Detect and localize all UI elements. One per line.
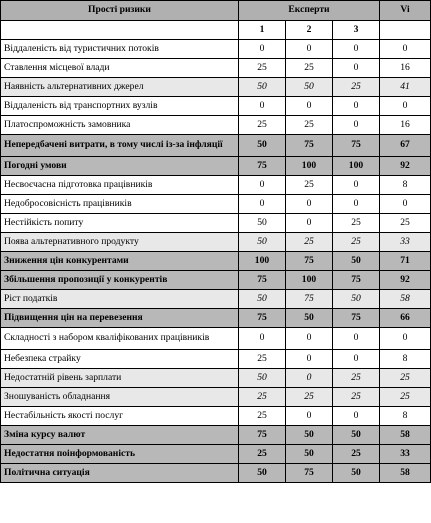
expert-1-score: 50 — [239, 214, 286, 233]
expert-3-score: 0 — [333, 328, 380, 350]
expert-2-score: 0 — [286, 328, 333, 350]
expert-3-score: 0 — [333, 407, 380, 426]
expert-2-score: 100 — [286, 271, 333, 290]
expert-1-score: 25 — [239, 445, 286, 464]
table-row — [1, 157, 431, 176]
blank-cell — [380, 21, 431, 40]
expert-number-2: 2 — [286, 21, 333, 40]
vi-score: 58 — [380, 290, 431, 309]
vi-score: 8 — [380, 176, 431, 195]
expert-1-score: 0 — [239, 328, 286, 350]
table-row — [1, 176, 431, 195]
expert-2-score: 50 — [286, 309, 333, 328]
blank-cell — [1, 21, 239, 40]
expert-1-score: 100 — [239, 252, 286, 271]
vi-score: 25 — [380, 214, 431, 233]
risk-label: Непередбачені витрати, в тому числі із-за інфляції — [1, 135, 239, 157]
table-row — [1, 59, 431, 78]
expert-3-score: 25 — [333, 369, 380, 388]
expert-1-score: 25 — [239, 59, 286, 78]
vi-score: 67 — [380, 135, 431, 157]
header-risk-column: Прості ризики — [1, 1, 239, 21]
expert-3-score: 50 — [333, 426, 380, 445]
expert-1-score: 25 — [239, 116, 286, 135]
table-row — [1, 271, 431, 290]
risk-label: Недобросовісність працівників — [1, 195, 239, 214]
vi-score: 0 — [380, 40, 431, 59]
expert-1-score: 75 — [239, 157, 286, 176]
vi-score: 16 — [380, 116, 431, 135]
expert-3-score: 50 — [333, 252, 380, 271]
risk-label: Недостатня поінформованість — [1, 445, 239, 464]
expert-2-score: 50 — [286, 426, 333, 445]
vi-score: 41 — [380, 78, 431, 97]
risk-label: Віддаленість від транспортних вузлів — [1, 97, 239, 116]
expert-2-score: 0 — [286, 40, 333, 59]
expert-1-score: 50 — [239, 464, 286, 483]
table-row — [1, 464, 431, 483]
expert-3-score: 25 — [333, 78, 380, 97]
risk-label: Несвоєчасна підготовка працівників — [1, 176, 239, 195]
table-row — [1, 290, 431, 309]
table-row — [1, 116, 431, 135]
expert-2-score: 25 — [286, 233, 333, 252]
expert-2-score: 75 — [286, 135, 333, 157]
expert-1-score: 0 — [239, 97, 286, 116]
vi-score: 92 — [380, 157, 431, 176]
vi-score: 0 — [380, 328, 431, 350]
table-row — [1, 214, 431, 233]
risk-label: Збільшення пропозиції у конкурентів — [1, 271, 239, 290]
expert-3-score: 25 — [333, 388, 380, 407]
table-row — [1, 252, 431, 271]
table-row — [1, 407, 431, 426]
expert-2-score: 25 — [286, 388, 333, 407]
risk-label: Нестійкість попиту — [1, 214, 239, 233]
vi-score: 16 — [380, 59, 431, 78]
risk-label: Погодні умови — [1, 157, 239, 176]
risk-label: Зношуваність обладнання — [1, 388, 239, 407]
vi-score: 8 — [380, 407, 431, 426]
table-row — [1, 40, 431, 59]
table-row — [1, 445, 431, 464]
risk-label: Недостатній рівень зарплати — [1, 369, 239, 388]
risk-label: Зниження цін конкурентами — [1, 252, 239, 271]
expert-3-score: 75 — [333, 135, 380, 157]
expert-2-score: 25 — [286, 176, 333, 195]
risk-label: Політична ситуація — [1, 464, 239, 483]
expert-1-score: 50 — [239, 135, 286, 157]
vi-score: 71 — [380, 252, 431, 271]
expert-number-3: 3 — [333, 21, 380, 40]
expert-1-score: 50 — [239, 290, 286, 309]
expert-2-score: 50 — [286, 78, 333, 97]
table-row — [1, 388, 431, 407]
vi-score: 33 — [380, 233, 431, 252]
expert-2-score: 0 — [286, 369, 333, 388]
risk-label: Ставлення місцевої влади — [1, 59, 239, 78]
risk-label: Складності з набором кваліфікованих працівників — [1, 328, 239, 350]
expert-2-score: 0 — [286, 214, 333, 233]
vi-score: 25 — [380, 369, 431, 388]
expert-2-score: 75 — [286, 464, 333, 483]
header-vi: Vi — [380, 1, 431, 21]
vi-score: 58 — [380, 426, 431, 445]
expert-3-score: 0 — [333, 59, 380, 78]
table-row — [1, 233, 431, 252]
risk-label: Віддаленість від туристичних потоків — [1, 40, 239, 59]
expert-2-score: 25 — [286, 59, 333, 78]
expert-2-score: 0 — [286, 350, 333, 369]
table-row — [1, 195, 431, 214]
expert-3-score: 0 — [333, 97, 380, 116]
expert-3-score: 0 — [333, 116, 380, 135]
header-experts: Експерти — [239, 1, 380, 21]
vi-score: 33 — [380, 445, 431, 464]
risk-label: Наявність альтернативних джерел — [1, 78, 239, 97]
risk-label: Зміна курсу валют — [1, 426, 239, 445]
expert-1-score: 0 — [239, 195, 286, 214]
expert-2-score: 0 — [286, 407, 333, 426]
expert-number-1: 1 — [239, 21, 286, 40]
vi-score: 66 — [380, 309, 431, 328]
expert-1-score: 50 — [239, 369, 286, 388]
vi-score: 0 — [380, 97, 431, 116]
vi-score: 58 — [380, 464, 431, 483]
vi-score: 25 — [380, 388, 431, 407]
expert-1-score: 25 — [239, 388, 286, 407]
expert-3-score: 25 — [333, 214, 380, 233]
table-row — [1, 328, 431, 350]
risk-label: Небезпека страйку — [1, 350, 239, 369]
risk-label: Платоспроможність замовника — [1, 116, 239, 135]
expert-1-score: 75 — [239, 426, 286, 445]
table-row — [1, 426, 431, 445]
vi-score: 92 — [380, 271, 431, 290]
vi-score: 8 — [380, 350, 431, 369]
risk-label: Ріст податків — [1, 290, 239, 309]
table-row — [1, 350, 431, 369]
expert-3-score: 75 — [333, 309, 380, 328]
table-header-row — [1, 1, 431, 21]
expert-3-score: 25 — [333, 445, 380, 464]
expert-1-score: 25 — [239, 350, 286, 369]
table-body — [1, 40, 431, 483]
expert-1-score: 75 — [239, 271, 286, 290]
expert-1-score: 0 — [239, 176, 286, 195]
expert-1-score: 50 — [239, 78, 286, 97]
expert-3-score: 0 — [333, 195, 380, 214]
expert-2-score: 0 — [286, 97, 333, 116]
expert-3-score: 0 — [333, 176, 380, 195]
expert-3-score: 100 — [333, 157, 380, 176]
table-row — [1, 97, 431, 116]
table-row — [1, 78, 431, 97]
expert-3-score: 0 — [333, 40, 380, 59]
table-row — [1, 135, 431, 157]
expert-1-score: 75 — [239, 309, 286, 328]
expert-3-score: 25 — [333, 233, 380, 252]
expert-2-score: 75 — [286, 290, 333, 309]
expert-3-score: 75 — [333, 271, 380, 290]
risk-label: Підвищення цін на перевезення — [1, 309, 239, 328]
risk-label: Поява альтернативного продукту — [1, 233, 239, 252]
expert-1-score: 25 — [239, 407, 286, 426]
expert-2-score: 100 — [286, 157, 333, 176]
vi-score: 0 — [380, 195, 431, 214]
expert-2-score: 0 — [286, 195, 333, 214]
expert-1-score: 0 — [239, 40, 286, 59]
expert-number-row — [1, 21, 431, 40]
expert-2-score: 25 — [286, 116, 333, 135]
table-row — [1, 309, 431, 328]
risk-label: Нестабільність якості послуг — [1, 407, 239, 426]
expert-1-score: 50 — [239, 233, 286, 252]
expert-2-score: 75 — [286, 252, 333, 271]
expert-3-score: 0 — [333, 350, 380, 369]
expert-3-score: 50 — [333, 290, 380, 309]
expert-3-score: 50 — [333, 464, 380, 483]
table-row — [1, 369, 431, 388]
expert-2-score: 50 — [286, 445, 333, 464]
